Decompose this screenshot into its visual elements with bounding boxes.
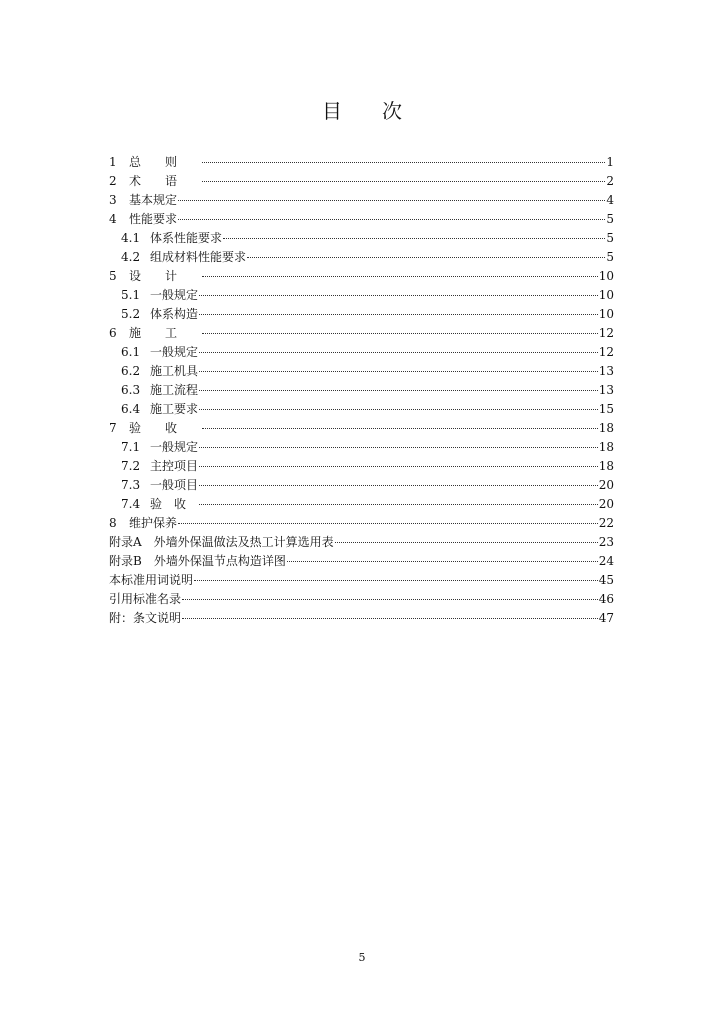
toc-entry-number: 6.4 xyxy=(121,402,141,416)
toc-entry-label: 基本规定 xyxy=(129,193,178,207)
toc-entry-label: 本标准用词说明 xyxy=(109,573,194,587)
toc-entry-page: 5 xyxy=(606,212,614,226)
table-of-contents xyxy=(109,153,614,628)
toc-entry-label: 体系性能要求 xyxy=(150,231,223,245)
toc-entry-label: 维护保养 xyxy=(129,516,178,530)
toc-entry-page: 46 xyxy=(598,592,614,606)
toc-entry-page: 12 xyxy=(598,326,614,340)
toc-entry-number: 附录A xyxy=(109,535,142,549)
toc-entry-label: 组成材料性能要求 xyxy=(150,250,247,264)
toc-dot-leader xyxy=(199,371,598,372)
toc-entry[interactable] xyxy=(109,438,614,457)
toc-entry[interactable] xyxy=(109,210,614,229)
toc-entry-number: 7.4 xyxy=(121,497,141,511)
toc-dot-leader xyxy=(335,542,598,543)
toc-entry-page: 20 xyxy=(598,497,614,511)
toc-entry-page: 15 xyxy=(598,402,614,416)
toc-entry-page: 5 xyxy=(606,250,614,264)
toc-entry[interactable] xyxy=(109,229,614,248)
toc-entry-number: 4.2 xyxy=(121,250,141,264)
toc-entry-page: 45 xyxy=(598,573,614,587)
toc-entry-number: 7.2 xyxy=(121,459,141,473)
toc-entry-page: 10 xyxy=(598,307,614,321)
toc-dot-leader xyxy=(199,314,598,315)
toc-entry-label: 主控项目 xyxy=(150,459,199,473)
toc-entry-number: 2 xyxy=(109,174,117,188)
toc-entry-number: 1 xyxy=(109,155,117,169)
toc-entry-page: 18 xyxy=(598,421,614,435)
toc-entry-label: 一般规定 xyxy=(150,440,199,454)
toc-entry-label: 一般规定 xyxy=(150,288,199,302)
toc-entry-label: 总则 xyxy=(129,155,202,169)
toc-entry-page: 20 xyxy=(598,478,614,492)
toc-dot-leader xyxy=(199,390,598,391)
toc-entry-page: 24 xyxy=(598,554,614,568)
toc-entry[interactable] xyxy=(109,571,614,590)
toc-dot-leader xyxy=(178,523,598,524)
toc-entry[interactable] xyxy=(109,590,614,609)
toc-dot-leader xyxy=(202,276,598,277)
toc-entry-page: 18 xyxy=(598,440,614,454)
toc-entry-number: 4 xyxy=(109,212,117,226)
toc-entry[interactable] xyxy=(109,400,614,419)
page-number: 5 xyxy=(358,951,366,964)
toc-dot-leader xyxy=(178,219,605,220)
toc-dot-leader xyxy=(202,181,605,182)
toc-entry-number: 5.2 xyxy=(121,307,141,321)
toc-entry-label: 术语 xyxy=(129,174,202,188)
toc-entry-number: 7.3 xyxy=(121,478,141,492)
toc-entry[interactable] xyxy=(109,343,614,362)
toc-entry-label: 施工流程 xyxy=(150,383,199,397)
toc-entry-page: 12 xyxy=(598,345,614,359)
toc-entry-label: 设计 xyxy=(129,269,202,283)
toc-entry-label: 验收 xyxy=(129,421,202,435)
toc-entry-label: 附：条文说明 xyxy=(109,611,182,625)
toc-entry-number: 6.2 xyxy=(121,364,141,378)
toc-entry[interactable] xyxy=(109,248,614,267)
toc-entry-label: 一般项目 xyxy=(150,478,199,492)
toc-entry-label: 施工要求 xyxy=(150,402,199,416)
toc-dot-leader xyxy=(202,428,598,429)
toc-entry-page: 18 xyxy=(598,459,614,473)
toc-entry-page: 10 xyxy=(598,288,614,302)
toc-dot-leader xyxy=(202,333,598,334)
toc-entry-number: 附录B xyxy=(109,554,142,568)
toc-entry-label: 外墙外保温节点构造详图 xyxy=(153,554,286,568)
toc-entry[interactable] xyxy=(109,533,614,552)
toc-entry-number: 4.1 xyxy=(121,231,141,245)
toc-entry[interactable] xyxy=(109,153,614,172)
toc-entry-page: 5 xyxy=(606,231,614,245)
toc-entry[interactable] xyxy=(109,419,614,438)
toc-entry[interactable] xyxy=(109,457,614,476)
toc-entry-label: 施工机具 xyxy=(150,364,199,378)
toc-dot-leader xyxy=(287,561,598,562)
toc-dot-leader xyxy=(199,485,598,486)
toc-dot-leader xyxy=(199,504,598,505)
toc-dot-leader xyxy=(199,295,598,296)
toc-entry[interactable] xyxy=(109,476,614,495)
toc-entry-label: 引用标准名录 xyxy=(109,592,182,606)
toc-entry-label: 验收 xyxy=(150,497,199,511)
toc-entry-number: 7 xyxy=(109,421,117,435)
toc-entry-label: 外墙外保温做法及热工计算选用表 xyxy=(153,535,334,549)
toc-entry-page: 22 xyxy=(598,516,614,530)
page-title: 目次 xyxy=(322,99,442,123)
toc-entry-label: 一般规定 xyxy=(150,345,199,359)
toc-entry-number: 6.3 xyxy=(121,383,141,397)
toc-entry-page: 13 xyxy=(598,383,614,397)
toc-entry-page: 13 xyxy=(598,364,614,378)
toc-entry-label: 施工 xyxy=(129,326,202,340)
toc-dot-leader xyxy=(199,447,598,448)
toc-entry[interactable] xyxy=(109,172,614,191)
toc-dot-leader xyxy=(199,466,598,467)
toc-entry-page: 1 xyxy=(606,155,614,169)
toc-entry[interactable] xyxy=(109,514,614,533)
toc-entry[interactable] xyxy=(109,495,614,514)
toc-entry[interactable] xyxy=(109,305,614,324)
toc-entry-number: 6.1 xyxy=(121,345,141,359)
toc-entry-number: 6 xyxy=(109,326,117,340)
toc-entry-page: 4 xyxy=(606,193,614,207)
toc-entry-label: 体系构造 xyxy=(150,307,199,321)
toc-entry[interactable] xyxy=(109,362,614,381)
toc-entry-number: 3 xyxy=(109,193,117,207)
toc-dot-leader xyxy=(202,162,605,163)
toc-entry[interactable] xyxy=(109,191,614,210)
toc-entry-page: 2 xyxy=(606,174,614,188)
toc-dot-leader xyxy=(178,200,605,201)
toc-entry[interactable] xyxy=(109,609,614,628)
toc-entry-page: 47 xyxy=(598,611,614,625)
toc-entry[interactable] xyxy=(109,381,614,400)
toc-dot-leader xyxy=(247,257,605,258)
toc-entry-label: 性能要求 xyxy=(129,212,178,226)
toc-entry-number: 8 xyxy=(109,516,117,530)
toc-dot-leader xyxy=(182,618,598,619)
toc-entry-number: 7.1 xyxy=(121,440,141,454)
toc-entry-page: 23 xyxy=(598,535,614,549)
toc-dot-leader xyxy=(182,599,598,600)
toc-dot-leader xyxy=(199,409,598,410)
toc-entry[interactable] xyxy=(109,324,614,343)
toc-dot-leader xyxy=(199,352,598,353)
toc-dot-leader xyxy=(223,238,605,239)
toc-entry-number: 5 xyxy=(109,269,117,283)
toc-entry[interactable] xyxy=(109,286,614,305)
toc-entry-number: 5.1 xyxy=(121,288,141,302)
toc-entry-page: 10 xyxy=(598,269,614,283)
toc-entry[interactable] xyxy=(109,267,614,286)
toc-entry[interactable] xyxy=(109,552,614,571)
toc-dot-leader xyxy=(194,580,598,581)
